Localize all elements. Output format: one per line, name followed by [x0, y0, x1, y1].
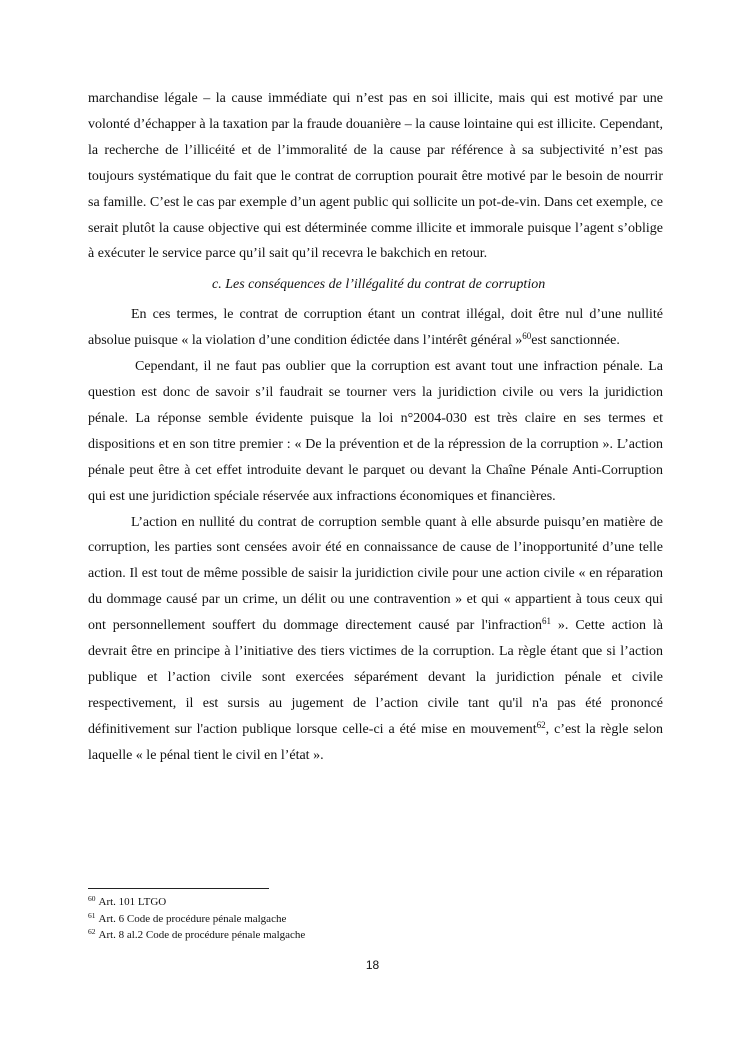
- footnote-text: Art. 8 al.2 Code de procédure pénale malgache: [98, 929, 306, 941]
- footnote-separator: [88, 888, 269, 889]
- footnote-ref-61[interactable]: 61: [542, 616, 552, 627]
- footnote: [88, 927, 663, 944]
- paragraph-cause-illicite: marchandise légale – la cause immédiate qui n’est pas en soi illicite, mais qui est motivé par une volonté d’échapper à la taxation par la fraude douanière – la cause lointaine qui est illicite. Cependant, la recherche de l’illicéité et de l’immoralité de la cause par référence à sa subjectivité n’est pas toujours systématique du fait que le contrat de corruption pourait être motivé par le besoin de nourrir sa famille. C’est le cas par exemple d’un agent public qui sollicite un pot-de-vin. Dans cet exemple, ce serait plutôt la cause objective qui est déterminée comme illicite et immorale puisque l’agent s’oblige à exécuter le service parce qu’il sait qu’il recevra le bakchich en retour.: [88, 91, 663, 262]
- paragraph-action-civile-text: L’action en nullité du contrat de corruption semble quant à elle absurde puisqu’en matière de corruption, les parties sont censées avoir été en connaissance de cause de l’inopportunité d’une telle action. Il est tout de même possible de saisir la juridiction civile pour une action civile « en réparation du dommage causé par un crime, un délit ou une contravention » et qui « appartient à tous ceux qui ont personnellement souffert du dommage directement causé par l'infraction: [88, 514, 663, 634]
- footnote-number: 61: [88, 910, 96, 920]
- paragraph-action-civile-end: , c’est la règle selon laquelle « le pénal tient le civil en l’état ».: [88, 721, 663, 763]
- section-heading: c. Les conséquences de l’illégalité du contrat de corruption: [212, 277, 546, 293]
- footnote: [88, 911, 663, 928]
- paragraph-action-civile: [88, 510, 663, 769]
- paragraph-nullite: [88, 302, 663, 354]
- paragraph-nullite-text: En ces termes, le contrat de corruption étant un contrat illégal, doit être nul d’une nullité absolue puisque « la violation d’une condition édictée dans l’intérêt général »: [88, 307, 663, 349]
- paragraph-nullite-end: est sanctionnée.: [531, 333, 620, 349]
- paragraph-infraction-penale: Cependant, il ne faut pas oublier que la corruption est avant tout une infraction pénale. La question est donc de savoir s’il faudrait se tourner vers la juridiction civile ou vers la juridiction pénale. La réponse semble évidente puisque la loi n°2004-030 est très claire en ses termes et dispositions et en son titre premier : « De la prévention et de la répression de la corruption ». L’action pénale peut être à cet effet introduite devant le parquet ou devant la Chaîne Pénale Anti-Corruption qui est une juridiction spéciale réservée aux infractions économiques et financières.: [88, 359, 663, 504]
- page-body: [88, 86, 663, 769]
- footnote-text: Art. 101 LTGO: [98, 896, 167, 908]
- footnote-text: Art. 6 Code de procédure pénale malgache: [98, 912, 287, 925]
- footnote-ref-60[interactable]: 60: [522, 331, 532, 342]
- paragraph-action-civile-middle: ». Cette action là devrait être en principe à l’initiative des tiers victimes de la corruption. La règle étant que si l’action publique et l’action civile sont exercées séparément devant la juridiction pénale et civile respectivement, il est sursis au jugement de l’action civile tant qu'il n'a pas été prononcé définitivement sur l'action publique lorsque celle-ci a été mise en mouvement: [88, 618, 664, 737]
- footnote: [88, 894, 663, 911]
- footnotes: [88, 888, 663, 944]
- footnote-number: 62: [88, 927, 96, 936]
- footnote-number: 60: [88, 894, 96, 903]
- footnote-ref-62[interactable]: 62: [536, 719, 546, 730]
- page-number: 18: [365, 958, 380, 972]
